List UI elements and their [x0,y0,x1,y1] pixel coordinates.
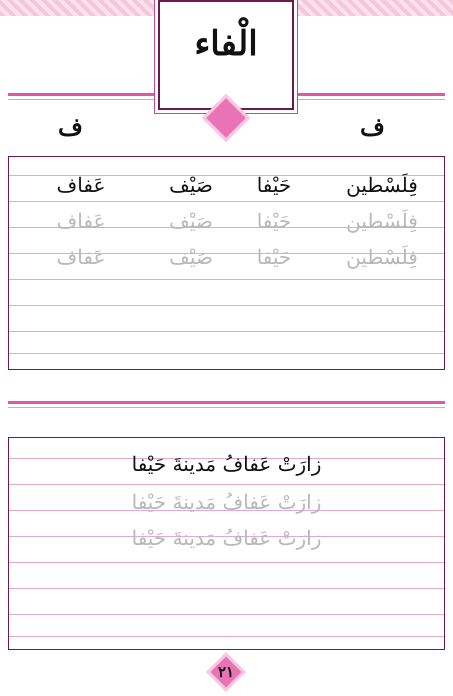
section-separator-thin [8,407,445,408]
sentence-trace-2: زارَتْ عَفافُ مَدينةَ حَيْفا [131,526,322,550]
word-trace-1-1: فِلَسْطين [346,209,418,233]
section-separator [8,401,445,404]
word-trace-1-2: حَيْفا [256,209,292,233]
page-number-badge [208,654,244,690]
letter-badge-right: ف [360,112,385,141]
word-trace-2-3: صَيْف [169,245,213,269]
word-trace-1-4: عَفاف [56,209,106,233]
word-trace-2-1: فِلَسْطين [346,245,418,269]
page-number: ٢١ [217,663,235,681]
word-trace-1-3: صَيْف [169,209,213,233]
sentence-practice-box [8,437,445,650]
word-model-4: عَفاف [56,173,106,197]
word-trace-2-4: عَفاف [56,245,106,269]
word-model-1: فِلَسْطين [346,173,418,197]
words-practice-box [8,156,445,370]
word-model-3: صَيْف [169,173,213,197]
sentence-model: زارَتْ عَفافُ مَدينةَ حَيْفا [131,452,322,476]
page-title: الْفاء [194,24,258,64]
sentence-trace-1: زارَتْ عَفافُ مَدينةَ حَيْفا [131,490,322,514]
word-trace-2-2: حَيْفا [256,245,292,269]
letter-badge-left: ف [58,112,83,141]
word-model-2: حَيْفا [256,173,292,197]
